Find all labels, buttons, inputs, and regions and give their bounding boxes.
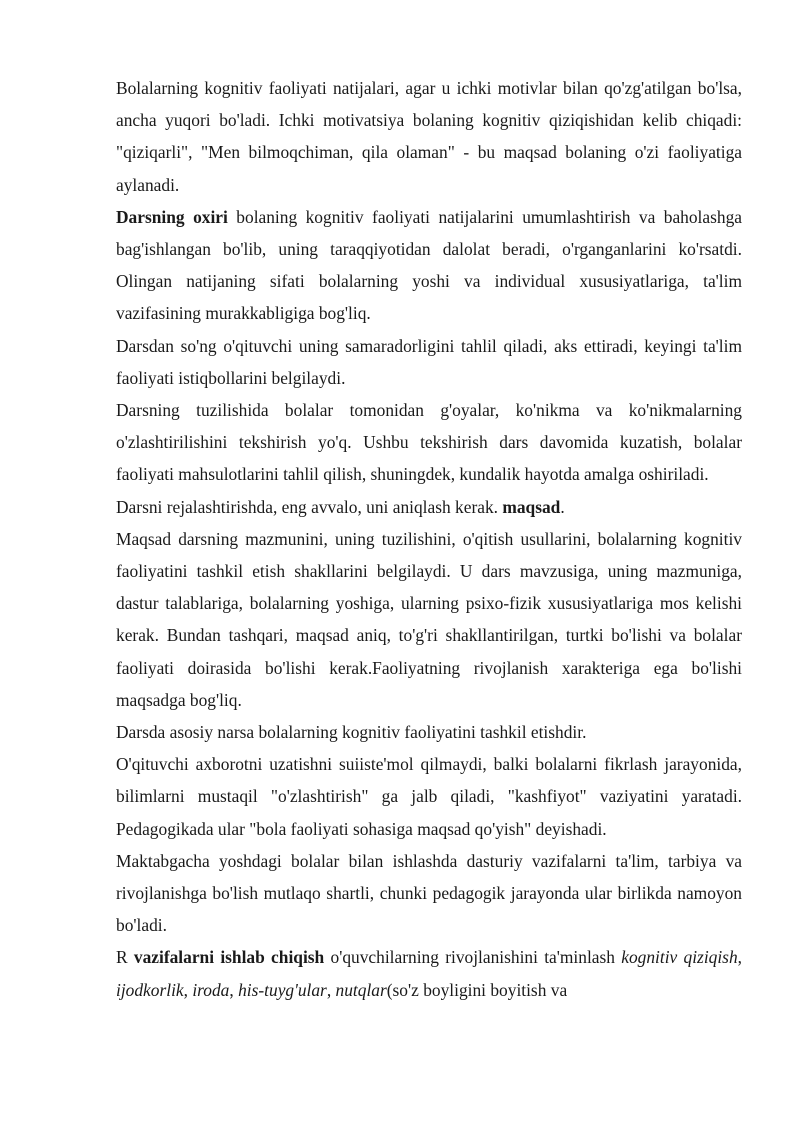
paragraph-10-sep-2: ,: [183, 979, 193, 1000]
paragraph-4: Darsning tuzilishida bolalar tomonidan g'oyalar, ko'nikma va ko'nikmalarning o'zlashtirilishini tekshirish yo'q. Ushbu tekshirish dars davomida kuzatish, bolalar faoliyati mahsulotlarini tahlil qilish, shuningdek, kundalik hayotda amalga oshiriladi.: [116, 400, 742, 485]
paragraph-10-lead: R: [116, 947, 134, 968]
paragraph-10-bold: vazifalarni ishlab chiqish: [133, 947, 325, 968]
paragraph-5-end: .: [560, 496, 565, 517]
paragraph-1: Bolalarning kognitiv faoliyati natijalari, agar u ichki motivlar bilan qo'zg'atilgan bo'lsa, ancha yuqori bo'ladi. Ichki motivatsiya bolaning kognitiv qiziqishidan kelib chiqadi: "qiziqarli", "Men bilmoqchiman, qila olaman" - bu maqsad bolaning o'zi faoliyatiga aylanadi.: [116, 78, 742, 195]
paragraph-10: [116, 941, 742, 1005]
paragraph-10-italic-3: iroda: [192, 979, 230, 1000]
paragraph-10-italic-4: his-tuyg'ular: [238, 979, 327, 1000]
paragraph-10-italic-5: nutqlar: [335, 979, 387, 1000]
paragraph-6: Maqsad darsning mazmunini, uning tuzilishini, o'qitish usullarini, bolalarning kognitiv faoliyatini tashkil etish shakllarini belgilaydi. U dars mavzusiga, uning mazmuniga, dastur talablariga, bolalarning yoshiga, ularning psixo-fizik xususiyatlariga mos kelishi kerak. Bundan tashqari, maqsad aniq, to'g'ri shakllantirilgan, turtki bo'lishi va bolalar faoliyati doirasida bo'lishi kerak.Faoliyatning rivojlanish xarakteriga ega bo'lishi maqsadga bog'liq.: [116, 528, 742, 710]
paragraph-5-text: Darsni rejalashtirishda, eng avvalo, uni aniqlash kerak.: [116, 496, 503, 517]
paragraph-8: O'qituvchi axborotni uzatishni suiiste'mol qilmaydi, balki bolalarni fikrlash jarayonida, bilimlarni mustaqil "o'zlashtirish" ga jalb qiladi, "kashfiyot" vaziyatini yaratadi. Pedagogikada ular "bola faoliyati sohasiga maqsad qo'yish" deyishadi.: [116, 754, 742, 839]
paragraph-10-mid: o'quvchilarning rivojlanishini ta'minlash: [324, 947, 622, 968]
paragraph-10-sep-3: ,: [229, 979, 239, 1000]
paragraph-7: Darsda asosiy narsa bolalarning kognitiv faoliyatini tashkil etishdir.: [116, 722, 587, 743]
paragraph-3: Darsdan so'ng o'qituvchi uning samaradorligini tahlil qiladi, aks ettiradi, keyingi ta'lim faoliyati istiqbollarini belgilaydi.: [116, 335, 742, 388]
paragraph-5: [116, 491, 742, 523]
paragraph-2: [116, 201, 742, 330]
paragraph-10-italic-1: kognitiv qiziqish: [621, 947, 738, 968]
paragraph-10-italic-2: ijodkorlik: [116, 979, 184, 1000]
paragraph-10-sep-1: ,: [737, 947, 742, 968]
paragraph-2-bold: Darsning oxiri: [116, 206, 228, 227]
paragraph-10-tail: (so'z boyligini boyitish va: [386, 979, 568, 1000]
paragraph-9: Maktabgacha yoshdagi bolalar bilan ishlashda dasturiy vazifalarni ta'lim, tarbiya va rivojlanishga bo'lish mutlaqo shartli, chunki pedagogik jarayonda ular birlikda namoyon bo'ladi.: [116, 850, 742, 936]
paragraph-10-sep-4: ,: [326, 979, 336, 1000]
paragraph-2-text: bolaning kognitiv faoliyati natijalarini umumlashtirish va baholashga bag'ishlangan bo'lib, uning taraqqiyotidan dalolat beradi, o'rganganlarini ko'rsatdi. Olingan natijaning sifati bolalarning yoshi va individual xususiyatlariga, ta'lim vazifasining murakkabligiga bog'liq.: [116, 206, 742, 324]
document-page: [116, 72, 742, 1006]
paragraph-5-bold: maqsad: [502, 496, 561, 517]
